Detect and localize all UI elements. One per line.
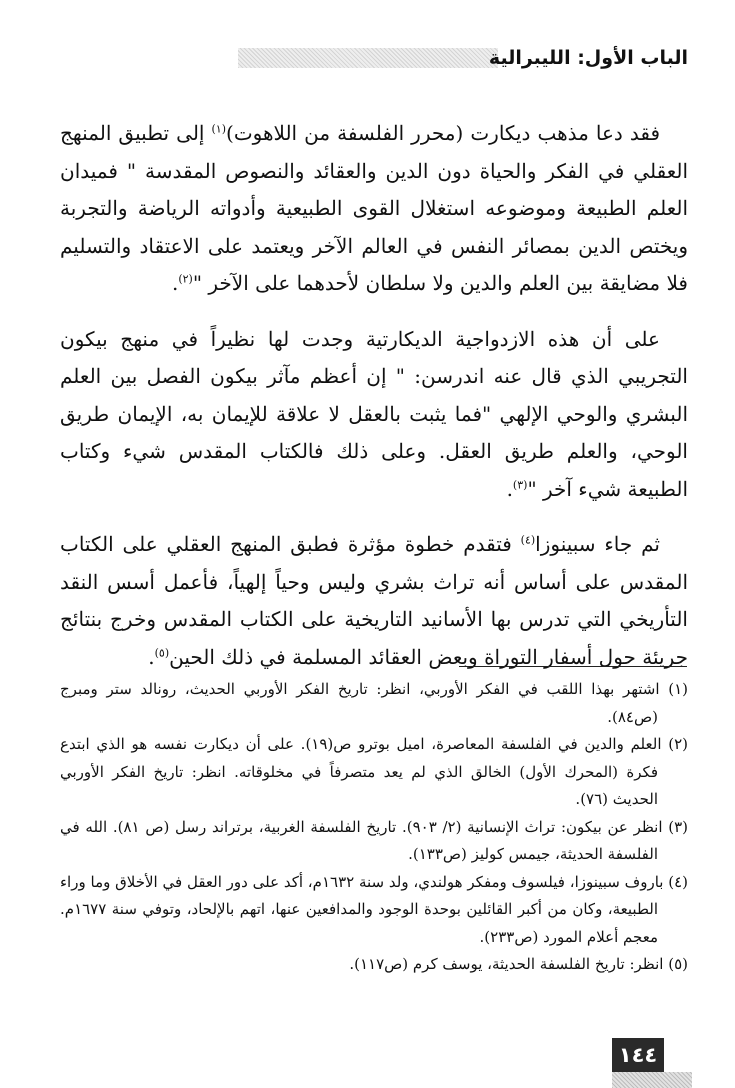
page-number: ١٤٤ <box>612 1038 664 1072</box>
paragraph-1: فقد دعا مذهب ديكارت (محرر الفلسفة من اللاهوت)$^{(١)}$ إلى تطبيق المنهج العقلي في الفكر والحياة دون الدين والعقائد والنصوص المقدسة " فميدان العلم الطبيعة وموضوعه استغلال القوى الطبيعية وأدواته الرياضة والتجربة ويختص الدين بمصائر النفس في العالم الآخر ويعتمد على الاعتقاد والتسليم فلا مضايقة بين العلم والدين ولا سلطان لأحدهما على الآخر "$^{(٢)}$. <box>60 121 688 295</box>
paragraph-3: ثم جاء سبينوزا$^{(٤)}$ فتقدم خطوة مؤثرة فطبق المنهج العقلي على الكتاب المقدس على أساس أنه تراث بشري وليس وحياً إلهياً، فأعمل أسس النقد التأريخي التي تدرس بها الأسانيد التاريخية على الكتاب المقدس وخرج بنتائج جريئة حول أسفار التوراة وبعض العقائد المسلمة في ذلك الحين$^{(٥)}$. <box>60 532 688 669</box>
footnote-1: (١) اشتهر بهذا اللقب في الفكر الأوربي، انظر: تاريخ الفكر الأوربي الحديث، رونالد ستر ومبرج (ص٨٤). <box>60 680 688 726</box>
footnote-ref-2[interactable]: (٢) <box>178 272 193 286</box>
footnote-ref-1[interactable]: (١) <box>211 122 227 136</box>
main-text <box>60 115 688 694</box>
chapter-title: الباب الأول: الليبرالية <box>488 47 688 69</box>
footnote-5: (٥) انظر: تاريخ الفلسفة الحديثة، يوسف كرم (ص١١٧). <box>349 955 688 973</box>
footnote-ref-3[interactable]: (٣) <box>512 477 528 491</box>
footnote-separator <box>459 666 687 667</box>
running-header <box>48 44 688 72</box>
header-decoration <box>238 48 498 68</box>
footnote-4: (٤) باروف سبينوزا، فيلسوف ومفكر هولندي، ولد سنة ١٦٣٢م، أكد على دور العقل في الأخلاق وما وراء الطبيعة، وكان من أكبر القائلين بوحدة الوجود والمدافعين عنها، اتهم بالإلحاد، وتوفي سنة ١٦٧٧م. معجم أعلام المورد (ص٢٣٣). <box>60 872 689 946</box>
footnote-ref-5[interactable]: (٥) <box>154 645 170 659</box>
footnotes <box>60 676 688 979</box>
paragraph-2: على أن هذه الازدواجية الديكارتية وجدت لها نظيراً في منهج بيكون التجريبي الذي قال عنه اندرسن: " إن أعظم مآثر بيكون الفصل بين العلم البشري والوحي الإلهي "فما يثبت بالعقل لا علاقة للإيمان به، الإيمان طريق الوحي، والعلم طريق العقل. وعلى ذلك فالكتاب المقدس شيء وكتاب الطبيعة شيء آخر "$^{(٣)}$. <box>60 326 688 501</box>
footnote-ref-4[interactable]: (٤) <box>520 533 536 547</box>
footnote-2: (٢) العلم والدين في الفلسفة المعاصرة، اميل بوترو ص(١٩). على أن ديكارت نفسه هو الذي ابتدع فكرة (المحرك الأول) الخالق الذي لم يعد متصرفاً في مخلوقاته. انظر: تاريخ الفكر الأوربي الحديث (٧٦). <box>60 735 689 808</box>
corner-decoration <box>612 1072 692 1088</box>
footnote-3: (٣) انظر عن بيكون: تراث الإنسانية (٢/ ٩٠٣). تاريخ الفلسفة الغربية، برتراند رسل (ص ٨١). الله في الفلسفة الحديثة، جيمس كوليز (ص١٣٣). <box>60 817 688 863</box>
